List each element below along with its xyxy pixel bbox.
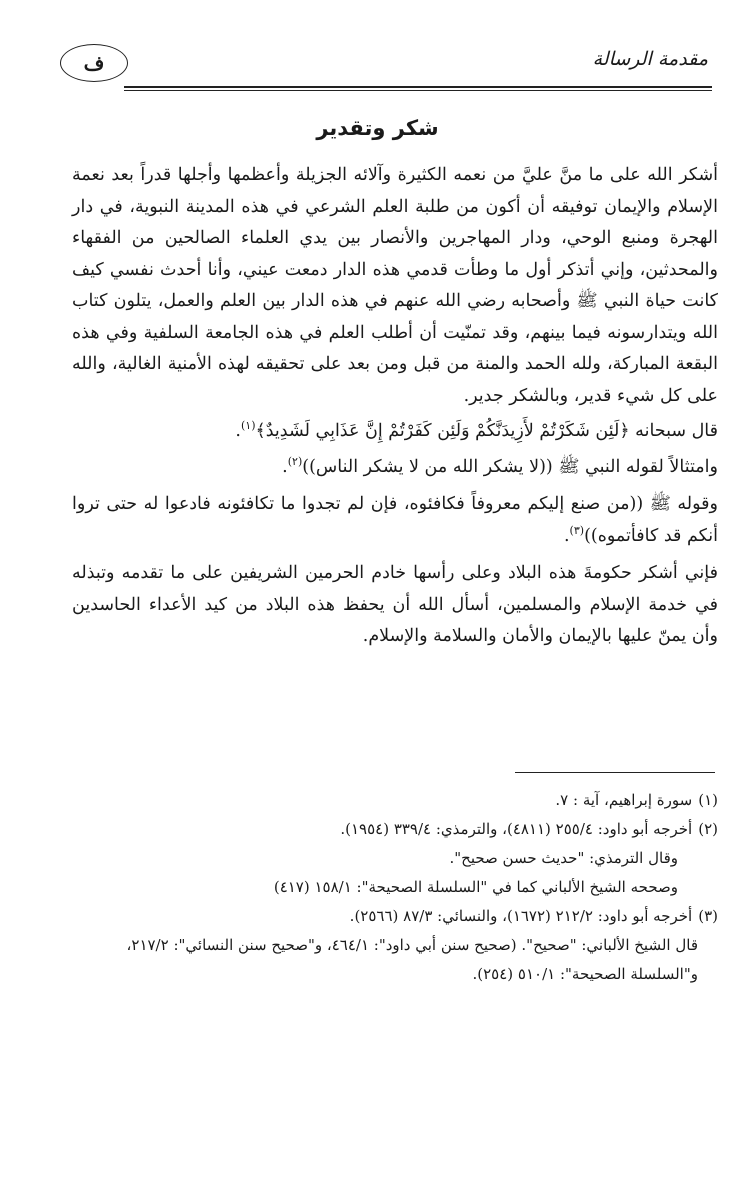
page-header [60, 40, 712, 90]
footnote-separator [515, 772, 715, 773]
footnote-text: وقال الترمذي: "حديث حسن صحيح". [449, 849, 678, 867]
paragraph-hadith-2 [72, 489, 718, 552]
footnote-3 [60, 902, 718, 931]
paragraph-hadith-1 [72, 452, 718, 484]
footnote-text: قال الشيخ الألباني: "صحيح". (صحيح سنن أبي داود": ٤٦٤/١، و"صحيح سنن النسائي": ٢١٧/٢، و"السلسلة الصحيحة": ٥١٠/١ (٢٥٤). [126, 936, 698, 983]
footnote-text: أخرجه أبو داود: ٢٥٥/٤ (٤٨١١)، والترمذي: ٣٣٩/٤ (١٩٥٤). [340, 820, 693, 838]
footnote-ref-1: (١) [240, 419, 256, 433]
header-rule [124, 86, 712, 88]
footnote-text: سورة إبراهيم، آية : ٧. [555, 791, 693, 809]
header-rule-thin [124, 90, 712, 91]
footnote-text: وصححه الشيخ الألباني كما في "السلسلة الصحيحة": ١٥٨/١ (٤١٧) [273, 878, 678, 896]
quran-verse-text: قال سبحانه ﴿لَئِن شَكَرْتُمْ لأَزِيدَنَّكُمْ وَلَئِن كَفَرْتُمْ إِنَّ عَذَابِي لَشَدِيدٌ﴾ [255, 421, 718, 441]
footnote-number: (١) [698, 791, 718, 809]
body-text [72, 160, 718, 657]
punctuation: . [282, 456, 288, 477]
punctuation: . [563, 525, 570, 546]
hadith-2-text: وقوله ﷺ ((من صنع إليكم معروفاً فكافئوه، فإن لم تجدوا ما تكافئونه فادعوا له حتى تروا أنكم قد كافأتموه)) [72, 494, 718, 546]
footnote-text: أخرجه أبو داود: ٢١٢/٢ (١٦٧٢)، والنسائي: ٨٧/٣ (٢٥٦٦). [349, 907, 693, 925]
running-title: مقدمة الرسالة [592, 48, 708, 70]
paragraph-thanks-government: فإني أشكر حكومةَ هذه البلاد وعلى رأسها خادم الحرمين الشريفين على ما تقدمه وتبذله في خدمة الإسلام والمسلمين، أسأل الله أن يحفظ هذه البلاد من كيد الأعداء الحاسدين وأن يمنّ عليها بالإيمان والأمان والسلامة والإسلام. [72, 563, 718, 646]
footnote-ref-2: (٢) [287, 454, 303, 468]
footnote-number: (٢) [698, 820, 718, 838]
footnote-2-line-3 [60, 873, 718, 902]
footnote-3-line-2 [60, 931, 718, 989]
punctuation: . [235, 421, 241, 441]
paragraph-acknowledgement: أشكر الله على ما منَّ عليَّ من نعمه الكثيرة وآلائه الجزيلة وأعظمها وأجلها قدراً بعد نعمة الإسلام والإيمان توفيقه أن أكون من طلبة العلم الشرعي في هذه المدينة النبوية، في دار الهجرة ومنبع الوحي، ودار المهاجرين والأنصار بين يدي العلماء الصالحين من الفقهاء والمحدثين، وإني أتذكر أول ما وطأت قدمي هذه الدار دمعت عيني، وأنا أحدث نفسي كيف كانت حياة النبي ﷺ وأصحابه رضي الله عنهم في هذه الدار بين العلم والعمل، يتلون كتاب الله ويتدارسونه فيما بينهم، وقد تمنّيت أن أطلب العلم في هذه الجامعة السلفية وفي هذه البقعة المباركة، ولله الحمد والمنة من قبل ومن بعد على تحقيقه لهذه الأمنية الغالية، والله على كل شيء قدير، وبالشكر جدير. [72, 165, 718, 406]
footnote-2-line-2 [60, 844, 718, 873]
page-number-badge: ف [60, 44, 128, 82]
footnote-2 [60, 815, 718, 844]
footnote-ref-3: (٣) [569, 523, 585, 537]
section-title: شكر وتقدير [316, 116, 439, 140]
footnotes [60, 786, 718, 989]
paragraph-quran-verse [72, 416, 718, 448]
footnote-number: (٣) [698, 907, 718, 925]
hadith-1-text: وامتثالاً لقوله النبي ﷺ ((لا يشكر الله من لا يشكر الناس)) [302, 456, 718, 477]
footnote-1 [60, 786, 718, 815]
